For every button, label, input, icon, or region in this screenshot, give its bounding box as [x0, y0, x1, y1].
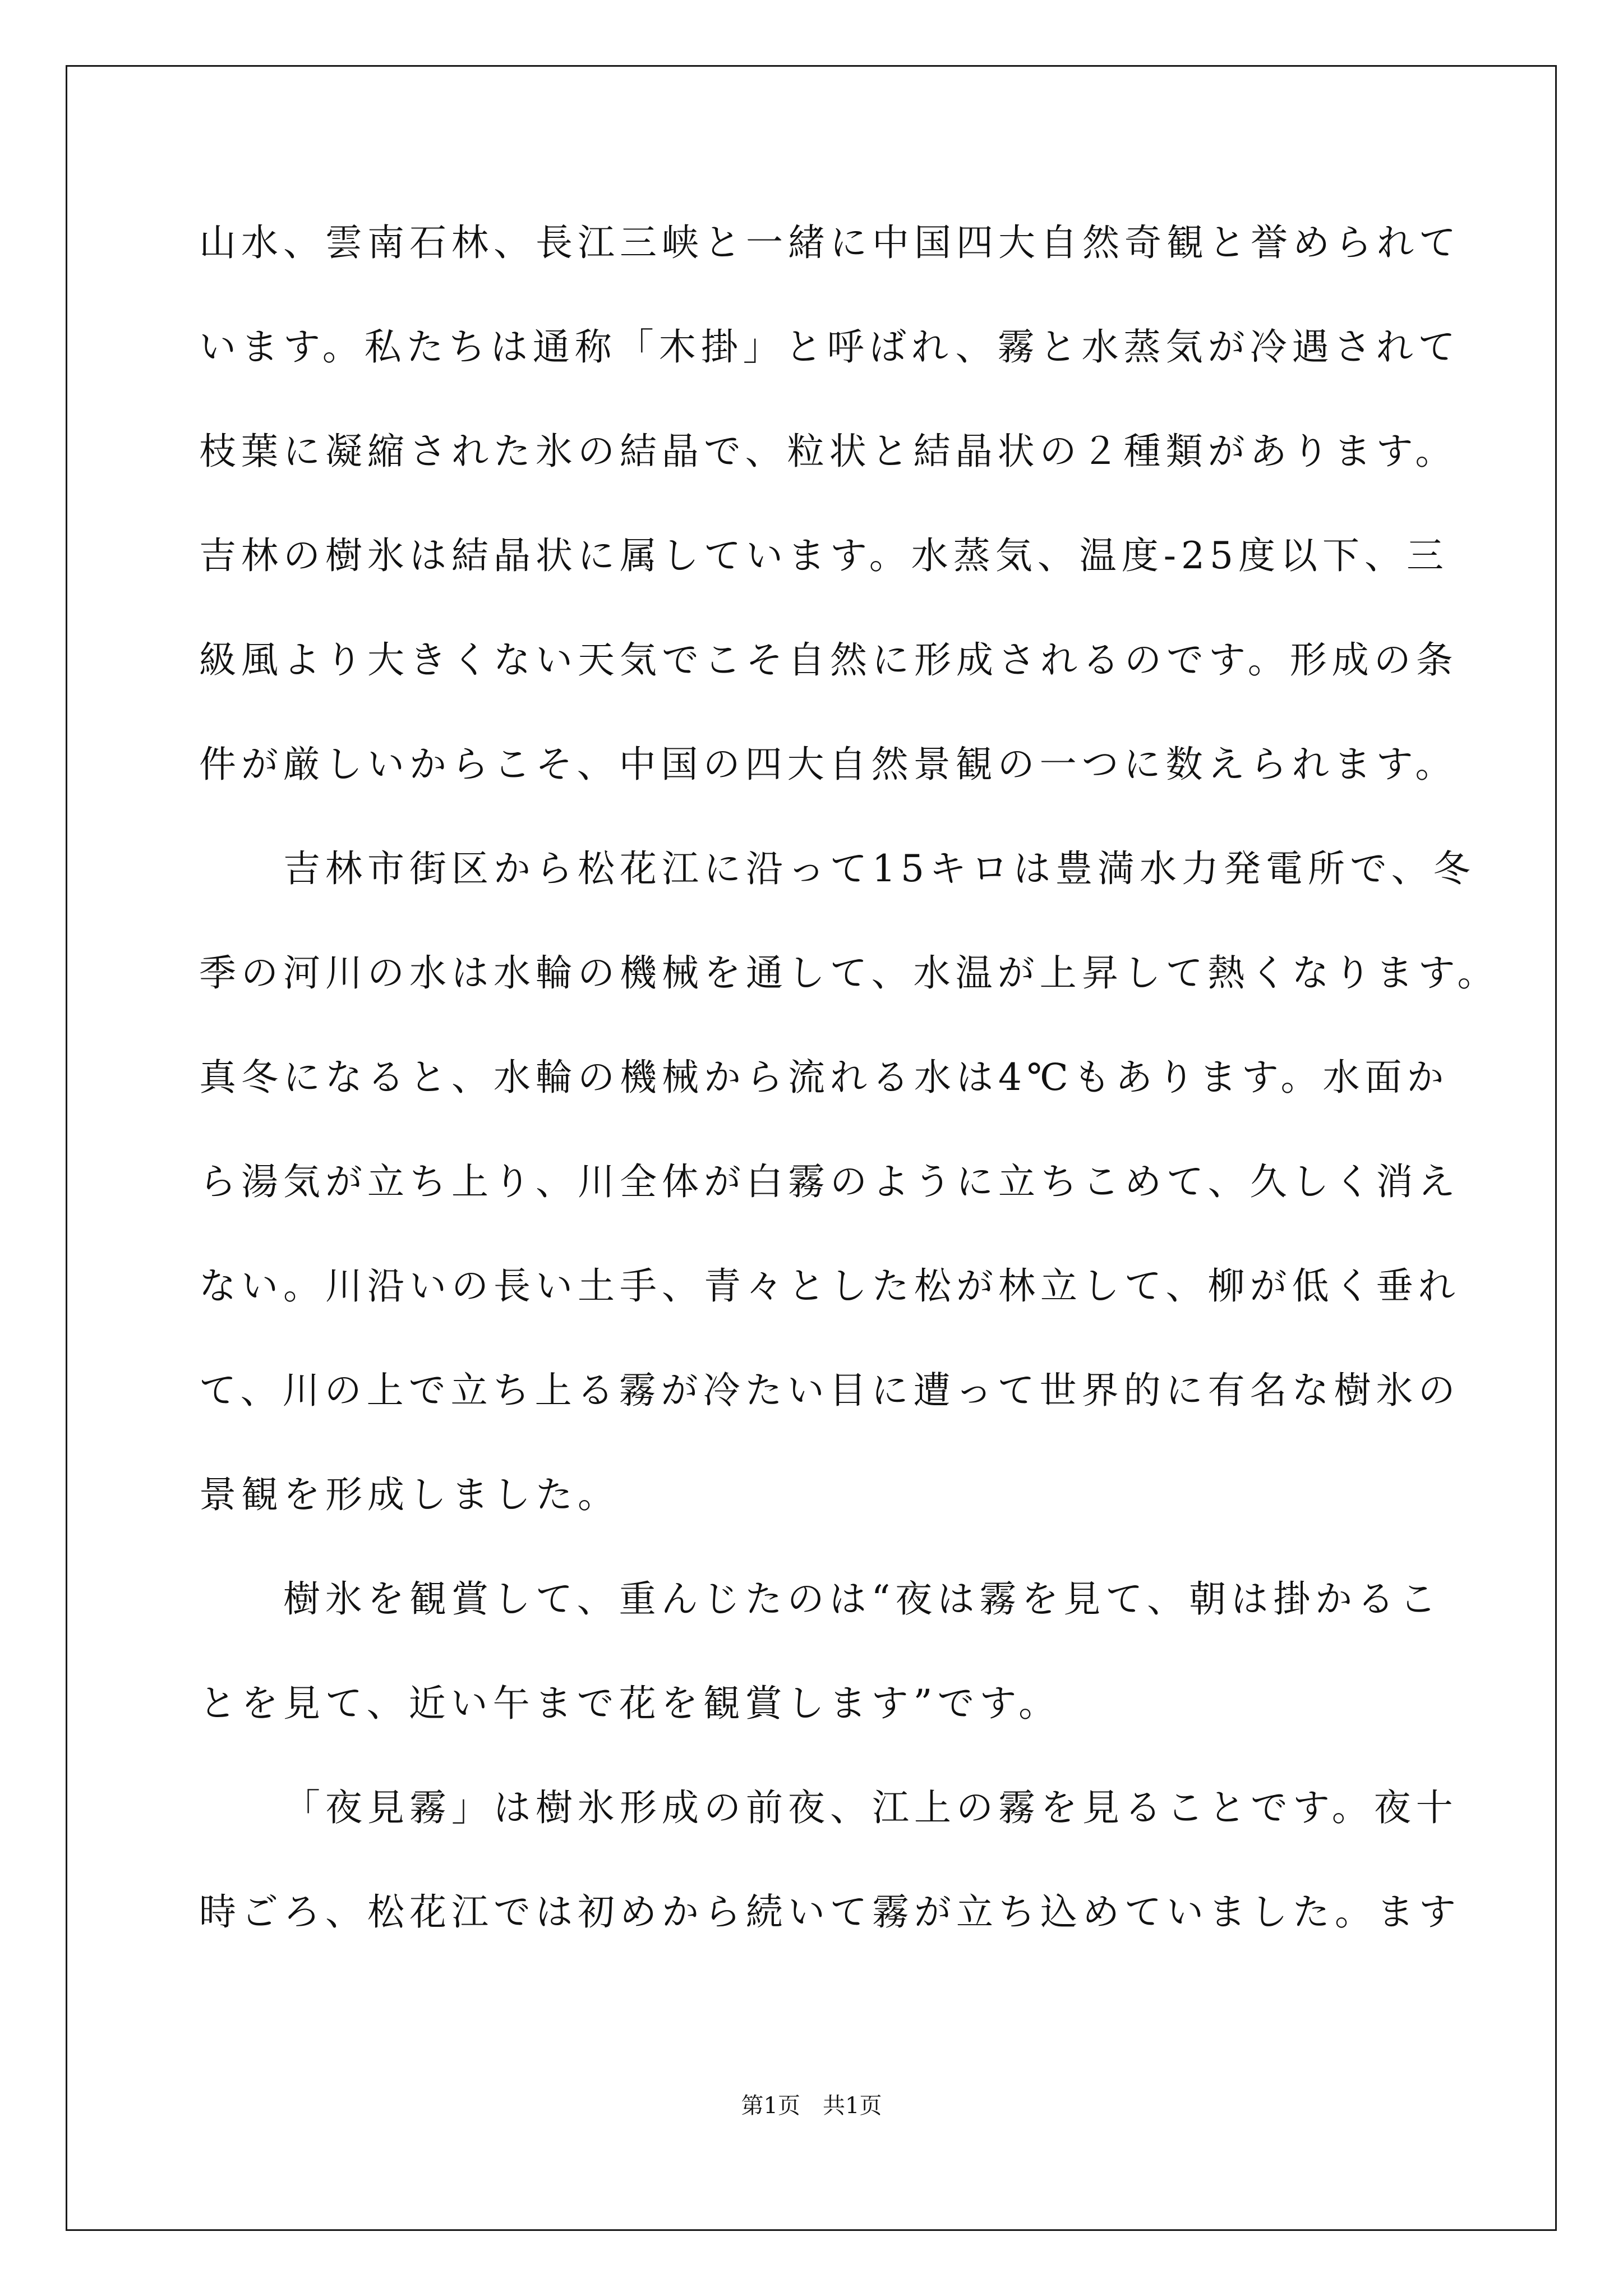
text-line: 枝葉に凝縮された氷の結晶で、粒状と結晶状の２種類があります。 [199, 430, 1458, 473]
paragraph-start-line: 吉林市街区から松花江に沿って15キロは豊満水力発電所で、冬 [283, 847, 1476, 890]
text-line: います。私たちは通称「木掛」と呼ばれ、霧と水蒸気が冷遇されて [199, 325, 1460, 369]
text-line: ら湯気が立ち上り、川全体が白霧のように立ちこめて、久しく消え [199, 1160, 1460, 1203]
text-line: 季の河川の水は水輪の機械を通して、水温が上昇して熱くなります。 [199, 951, 1500, 995]
document-body [199, 213, 1500, 1987]
text-line: 山水、雲南石林、長江三峡と一緒に中国四大自然奇観と誉められて [199, 221, 1461, 264]
text-line: 件が厳しいからこそ、中国の四大自然景観の一つに数えられます。 [199, 743, 1458, 786]
paragraph-start-line: 「夜見霧」は樹氷形成の前夜、江上の霧を見ることです。夜十 [283, 1786, 1458, 1829]
page-number-footer: 第1页 共1页 [741, 2093, 882, 2119]
text-line: て、川の上で立ち上る霧が冷たい目に遭って世界的に有名な樹氷の [199, 1369, 1460, 1412]
text-line: 時ごろ、松花江では初めから続いて霧が立ち込めていました。ます [199, 1890, 1461, 1934]
text-line: 景観を形成しました。 [199, 1473, 620, 1516]
text-line: 吉林の樹氷は結晶状に属しています。水蒸気、温度-25度以下、三 [199, 534, 1449, 577]
text-line: 真冬になると、水輪の機械から流れる水は4℃もあります。水面か [199, 1056, 1449, 1099]
text-line: ない。川沿いの長い土手、青々とした松が林立して、柳が低く垂れ [199, 1264, 1460, 1308]
text-line: とを見て、近い午まで花を観賞します”です。 [199, 1682, 1061, 1725]
text-line: 級風より大きくない天気でこそ自然に形成されるのです。形成の条 [199, 638, 1458, 682]
paragraph-start-line: 樹氷を観賞して、重んじたのは“夜は霧を見て、朝は掛かるこ [283, 1577, 1442, 1621]
